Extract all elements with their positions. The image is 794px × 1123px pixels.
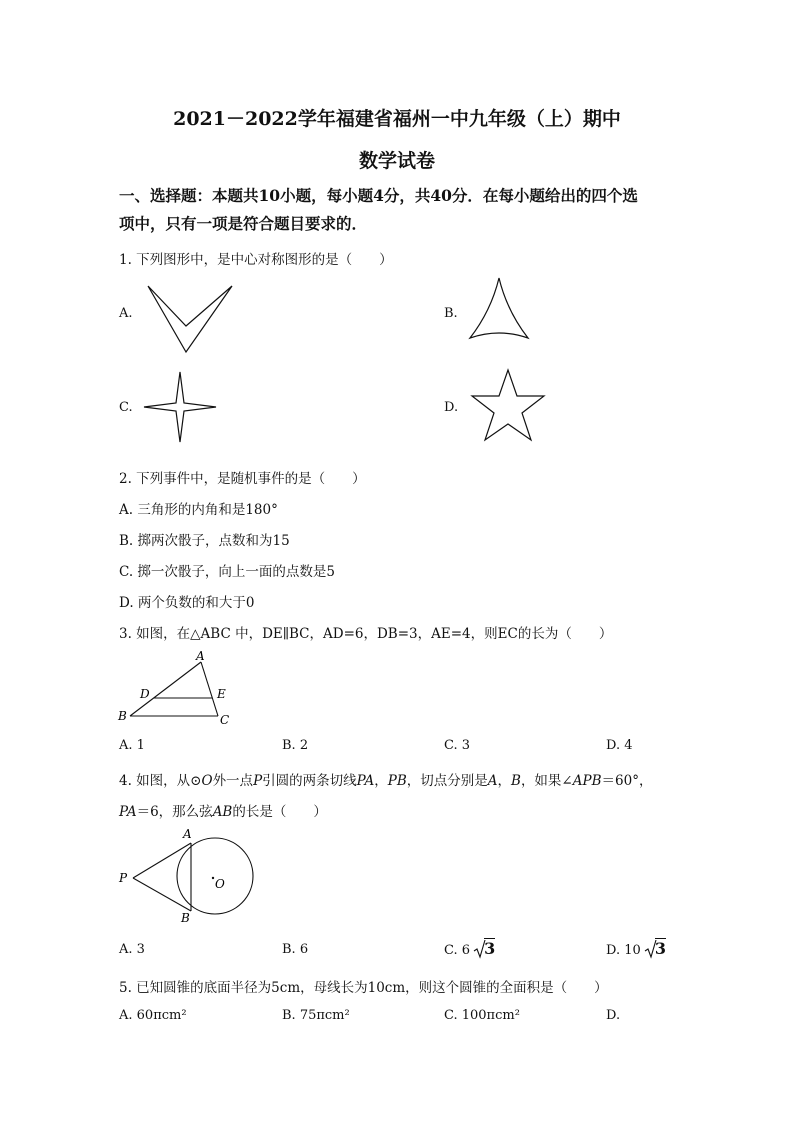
q4-option-a: A. 3 [119,942,145,957]
q4-stem-line2 [119,800,327,820]
q4-var-o: O [201,773,213,789]
q5-option-c: C. 100πcm² [444,1008,520,1023]
q4-text: ，切点分别是 [406,773,488,789]
q4-var-p: P [253,773,263,789]
q4-var-b: B [511,773,521,789]
q4-var-apb: APB [572,773,602,789]
q5-option-d: D. [606,1008,621,1023]
q4-label-a: A [183,827,192,841]
q4-option-c-radicand: 3 [484,939,496,958]
q4-stem-line1 [119,769,652,789]
q4-text: ，如果∠ [520,773,573,789]
q4-option-c [444,939,495,958]
q5-option-a: A. 60πcm² [119,1008,187,1023]
q4-circle-tangent-figure [115,826,260,926]
q4-option-b: B. 6 [282,942,309,957]
exam-title: 2021－2022学年福建省福州一中九年级（上）期中 [173,108,621,130]
q1-option-b-label: B. [444,306,458,321]
q1-option-c-label: C. [119,400,133,415]
q5-option-b: B. 75πcm² [282,1008,350,1023]
section-heading-line2: 项中，只有一项是符合题目要求的． [119,214,368,233]
q3-triangle-figure [115,648,235,730]
q3-stem: 3. 如图，在△ABC 中，DE∥BC，AD=6，DB=3，AE=4，则EC的长为（ ） [119,626,613,642]
exam-subtitle: 数学试卷 [358,150,435,172]
q1-figure-four-pointed-star [142,370,218,444]
section-heading-line1: 一、选择题：本题共10小题，每小题4分，共40分．在每小题给出的四个选 [119,186,638,205]
q2-option-a: A. 三角形的内角和是180° [119,502,278,518]
q1-stem: 1. 下列图形中，是中心对称图形的是（ ） [119,252,393,268]
q4-label-o: O [215,877,225,891]
q2-stem: 2. 下列事件中，是随机事件的是（ ） [119,471,366,487]
q5-stem: 5. 已知圆锥的底面半径为5cm，母线长为10cm，则这个圆锥的全面积是（ ） [119,980,608,996]
q4-text: ＝60°， [601,773,653,789]
q3-label-c: C [220,713,230,727]
q2-option-c: C. 掷一次骰子，向上一面的点数是5 [119,564,336,580]
q4-text: ， [374,773,388,789]
q3-option-a: A. 1 [119,738,145,753]
q4-text: 的长是（ ） [232,804,327,820]
q3-label-b: B [118,709,127,723]
q4-option-c-prefix: C. 6 [444,943,471,958]
q4-text: ， [497,773,512,789]
section-heading [119,182,679,238]
q4-option-d-radicand: 3 [654,939,667,958]
q4-label-p: P [119,871,128,885]
q3-option-b: B. 2 [282,738,309,753]
q1-option-d-label: D. [444,400,459,415]
q4-var-pb: PB [387,773,407,789]
q4-text: 引圆的两条切线 [262,773,357,789]
q4-var-ab: AB [212,804,233,820]
q3-label-e: E [217,687,226,701]
q4-text: 4. 如图，从⊙ [119,773,202,789]
q3-label-d: D [140,687,150,701]
q4-text: 外一点 [212,773,254,789]
q3-option-c: C. 3 [444,738,471,753]
q4-var-pa: PA [356,773,375,789]
q4-option-d-prefix: D. 10 [606,943,641,958]
q1-figure-five-pointed-star [470,368,546,444]
q3-option-d: D. 4 [606,738,633,753]
q4-var-pa: PA [119,804,137,820]
q4-text: ＝6，那么弦 [136,804,213,820]
q1-option-a-label: A. [119,306,133,321]
q4-option-d [606,939,666,958]
sqrt-symbol [474,939,495,958]
q2-option-b: B. 掷两次骰子，点数和为15 [119,533,290,549]
q1-figure-v-shape [146,284,236,356]
q2-option-d: D. 两个负数的和大于0 [119,595,255,611]
q1-figure-curved-triangle [466,276,532,342]
sqrt-symbol [645,939,666,958]
q3-label-a: A [196,649,205,663]
q4-var-a: A [487,773,498,789]
q4-label-b: B [181,911,190,925]
